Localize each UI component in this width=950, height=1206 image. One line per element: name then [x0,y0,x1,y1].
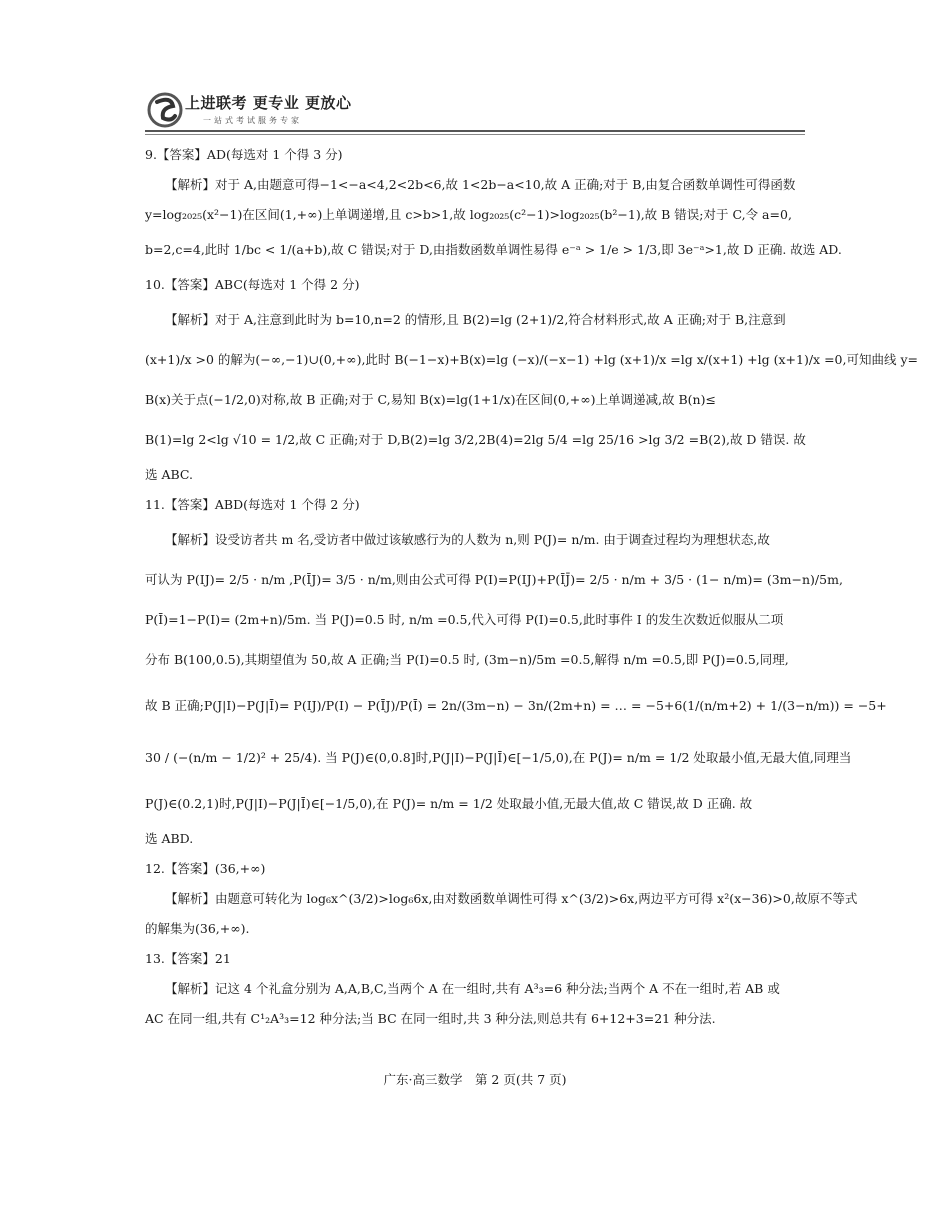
q11-analysis-line: 【解析】设受访者共 m 名,受访者中做过该敏感行为的人数为 n,则 P(J)= n/m. 由于调查过程均为理想状态,故 [165,532,770,547]
header-divider-thin [145,134,805,135]
header-divider [145,130,805,132]
q11-analysis-line: 故 B 正确;P(J|I)−P(J|Ī)= P(IJ)/P(I) − P(ĪJ)/P(Ī) = 2n/(3m−n) − 3n/(2m+n) = … = −5+6(1/(n/m+2) + 1/(3−n/m)) = −5+ [145,698,887,713]
page-header [145,88,805,134]
q10-analysis-line: (x+1)/x >0 的解为(−∞,−1)∪(0,+∞),此时 B(−1−x)+B(x)=lg (−x)/(−x−1) +lg (x+1)/x =lg x/(x+1) +lg (x+1)/x =0,可知曲线 y= [145,352,918,367]
q10-analysis-line: B(1)=lg 2<lg √10 = 1/2,故 C 正确;对于 D,B(2)=lg 3/2,2B(4)=2lg 5/4 =lg 25/16 >lg 3/2 =B(2),故 D 错误. 故 [145,432,806,447]
logo-icon [145,88,189,132]
q11-answer: 11.【答案】ABD(每选对 1 个得 2 分) [145,497,360,512]
q11-analysis-line: P(J)∈(0.2,1)时,P(J|I)−P(J|Ī)∈[−1/5,0),在 P(J)= n/m = 1/2 处取最小值,无最大值,故 C 错误,故 D 正确. 故 [145,796,753,811]
q9-answer: 9.【答案】AD(每选对 1 个得 3 分) [145,147,343,162]
page-footer: 广东·高三数学 第 2 页(共 7 页) [383,1072,567,1087]
q13-analysis-line: 【解析】记这 4 个礼盒分别为 A,A,B,C,当两个 A 在一组时,共有 A³₃=6 种分法;当两个 A 不在一组时,若 AB 或 [165,981,780,996]
q13-analysis-line: AC 在同一组,共有 C¹₂A³₃=12 种分法;当 BC 在同一组时,共 3 种分法,则总共有 6+12+3=21 种分法. [145,1011,716,1026]
q11-analysis-line: 分布 B(100,0.5),其期望值为 50,故 A 正确;当 P(I)=0.5 时, (3m−n)/5m =0.5,解得 n/m =0.5,即 P(J)=0.5,同理, [145,652,789,667]
q9-analysis-line: y=log₂₀₂₅(x²−1)在区间(1,+∞)上单调递增,且 c>b>1,故 log₂₀₂₅(c²−1)>log₂₀₂₅(b²−1),故 B 错误;对于 C,令 a=0, [145,207,792,222]
q12-answer: 12.【答案】(36,+∞) [145,861,266,876]
header-subtitle: 一站式考试服务专家 [203,116,302,125]
q11-analysis-line: P(Ī)=1−P(I)= (2m+n)/5m. 当 P(J)=0.5 时, n/m =0.5,代入可得 P(I)=0.5,此时事件 I 的发生次数近似服从二项 [145,612,784,627]
q13-answer: 13.【答案】21 [145,951,231,966]
q11-analysis-line: 可认为 P(IJ)= 2/5 · n/m ,P(ĪJ)= 3/5 · n/m,则由公式可得 P(I)=P(IJ)+P(ĪJ̄)= 2/5 · n/m + 3/5 · (1− n/m)= (3m−n)/5m, [145,572,843,587]
q11-analysis-line: 30 / (−(n/m − 1/2)² + 25/4). 当 P(J)∈(0,0.8]时,P(J|I)−P(J|Ī)∈[−1/5,0),在 P(J)= n/m = 1/2 处取最小值,无最大值,同理当 [145,750,852,765]
q9-analysis-line: 【解析】对于 A,由题意可得−1<−a<4,2<2b<6,故 1<2b−a<10,故 A 正确;对于 B,由复合函数单调性可得函数 [165,177,796,192]
header-slogan: 上进联考 更专业 更放心 [185,94,352,112]
q10-analysis-line: 【解析】对于 A,注意到此时为 b=10,n=2 的情形,且 B(2)=lg (2+1)/2,符合材料形式,故 A 正确;对于 B,注意到 [165,312,786,327]
q10-answer: 10.【答案】ABC(每选对 1 个得 2 分) [145,277,360,292]
q10-analysis-line: B(x)关于点(−1/2,0)对称,故 B 正确;对于 C,易知 B(x)=lg(1+1/x)在区间(0,+∞)上单调递减,故 B(n)≤ [145,392,716,407]
q12-analysis-line: 的解集为(36,+∞). [145,921,250,936]
q12-analysis-line: 【解析】由题意可转化为 log₆x^(3/2)>log₆6x,由对数函数单调性可得 x^(3/2)>6x,两边平方可得 x²(x−36)>0,故原不等式 [165,891,858,906]
q9-analysis-line: b=2,c=4,此时 1/bc < 1/(a+b),故 C 错误;对于 D,由指数函数单调性易得 e⁻ᵃ > 1/e > 1/3,即 3e⁻ᵃ>1,故 D 正确. 故选 AD. [145,242,842,257]
q11-analysis-line: 选 ABD. [145,831,194,846]
answer-content [145,140,918,1034]
q10-analysis-line: 选 ABC. [145,467,194,482]
